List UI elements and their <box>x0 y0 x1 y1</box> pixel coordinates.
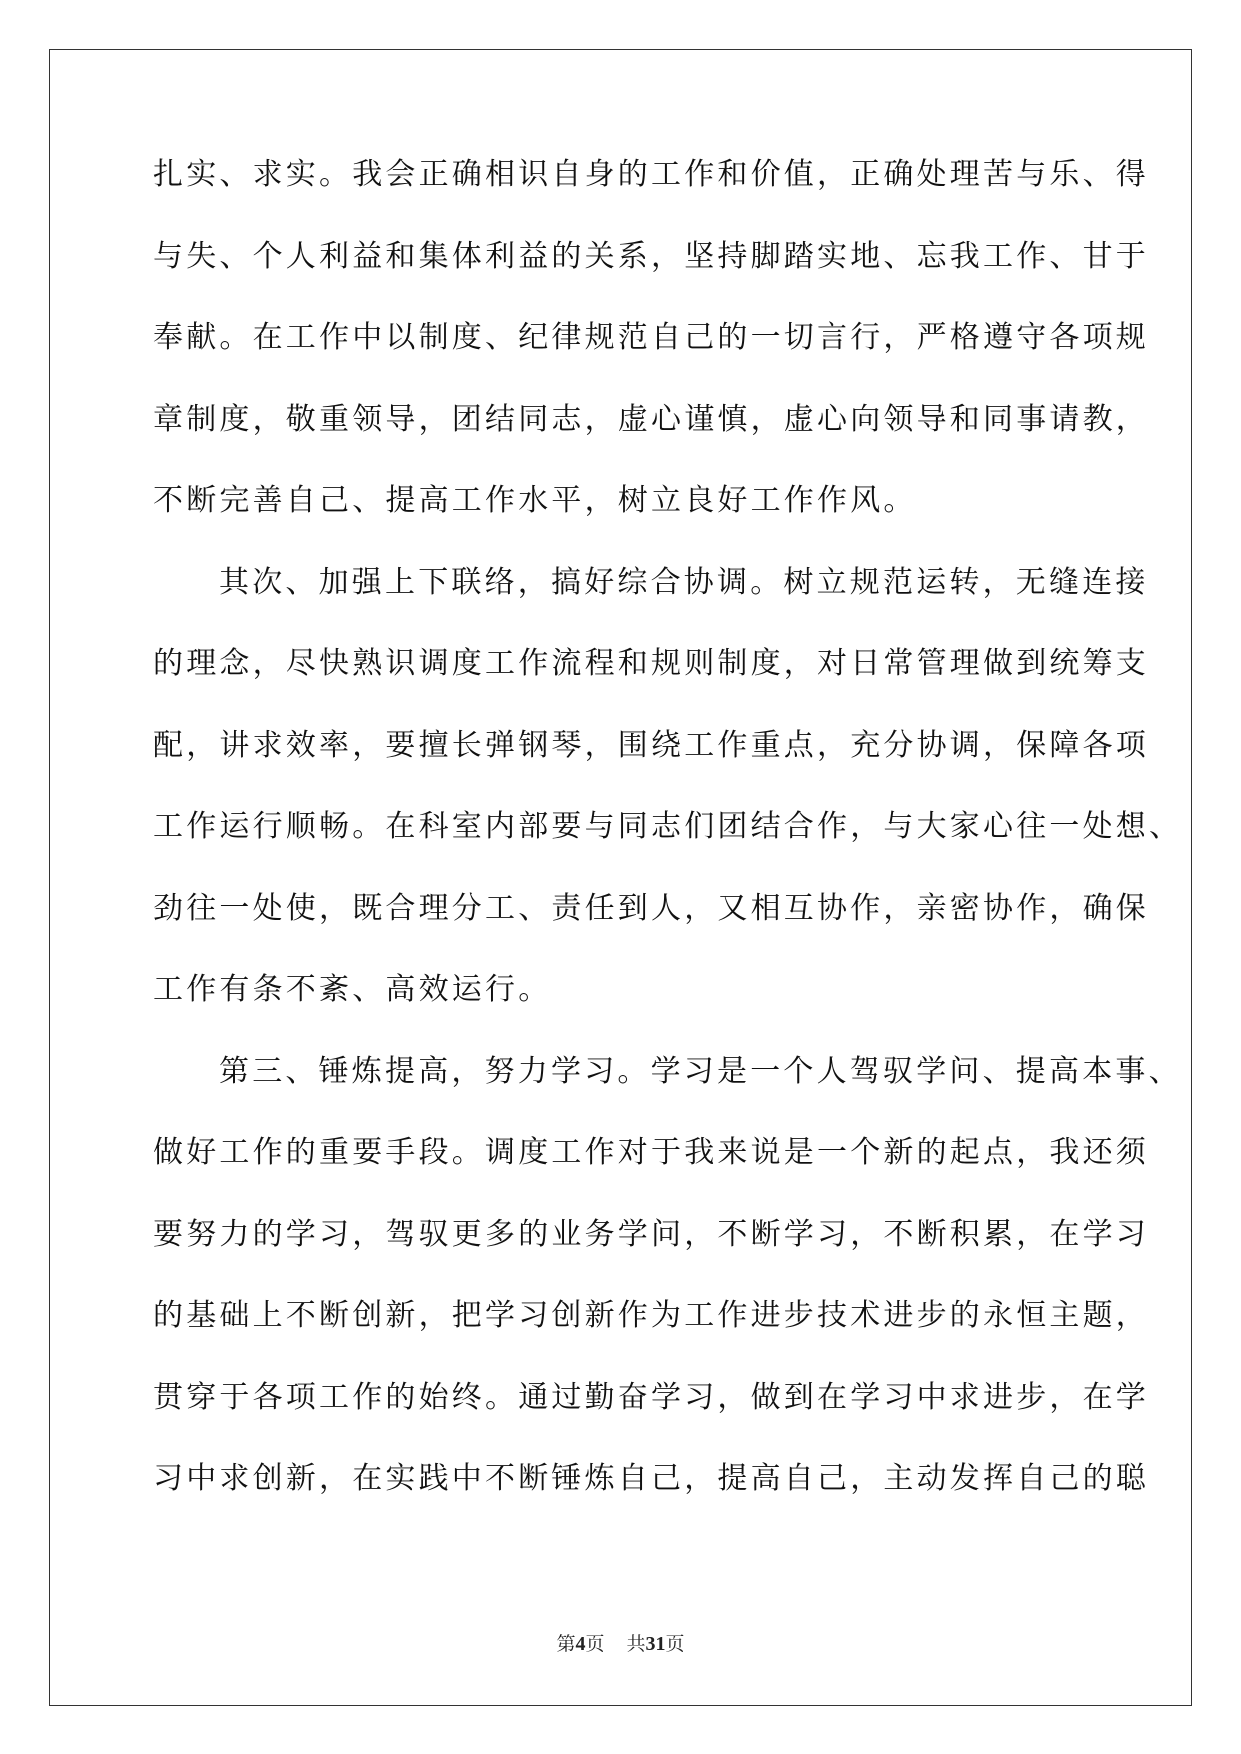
total-label-suffix: 页 <box>665 1633 685 1655</box>
text-line: 扎实、求实。我会正确相识自身的工作和价值，正确处理苦与乐、得 <box>153 157 1149 192</box>
text-line: 的理念，尽快熟识调度工作流程和规则制度，对日常管理做到统筹支 <box>153 646 1149 681</box>
text-line: 要努力的学习，驾驭更多的业务学问，不断学习，不断积累，在学习 <box>153 1216 1149 1252</box>
text-line: 贯穿于各项工作的始终。通过勤奋学习，做到在学习中求进步，在学 <box>153 1379 1149 1415</box>
page-label-prefix: 第 <box>556 1633 576 1655</box>
text-line: 的基础上不断创新，把学习创新作为工作进步技术进步的永恒主题， <box>153 1298 1149 1333</box>
text-line: 劲往一处使，既合理分工、责任到人，又相互协作，亲密协作，确保 <box>153 890 1149 926</box>
text-line: 习中求创新，在实践中不断锤炼自己，提高自己，主动发挥自己的聪 <box>153 1461 1149 1496</box>
text-line: 工作有条不紊、高效运行。 <box>153 972 552 1007</box>
text-line: 奉献。在工作中以制度、纪律规范自己的一切言行，严格遵守各项规 <box>153 320 1149 355</box>
paragraph-first-line: 第三、锤炼提高，努力学习。学习是一个人驾驭学问、提高本事、 <box>219 1053 1182 1089</box>
document-body <box>153 157 1183 1546</box>
text-line: 与失、个人利益和集体利益的关系，坚持脚踏实地、忘我工作、甘于 <box>153 238 1149 274</box>
page-footer <box>0 1629 1241 1656</box>
page-number: 4 <box>575 1633 586 1655</box>
text-line: 不断完善自己、提高工作水平，树立良好工作作风。 <box>153 483 917 518</box>
text-line: 章制度，敬重领导，团结同志，虚心谨慎，虚心向领导和同事请教， <box>153 401 1149 437</box>
text-line: 工作运行顺畅。在科室内部要与同志们团结合作，与大家心往一处想、 <box>153 809 1183 844</box>
total-label-prefix: 共 <box>626 1633 646 1655</box>
text-line: 做好工作的重要手段。调度工作对于我来说是一个新的起点，我还须 <box>153 1135 1149 1170</box>
text-line: 配，讲求效率，要擅长弹钢琴，围绕工作重点，充分协调，保障各项 <box>153 727 1149 763</box>
paragraph-first-line: 其次、加强上下联络，搞好综合协调。树立规范运转，无缝连接 <box>219 564 1149 600</box>
page-label-suffix: 页 <box>585 1633 605 1655</box>
total-pages: 31 <box>645 1633 666 1655</box>
